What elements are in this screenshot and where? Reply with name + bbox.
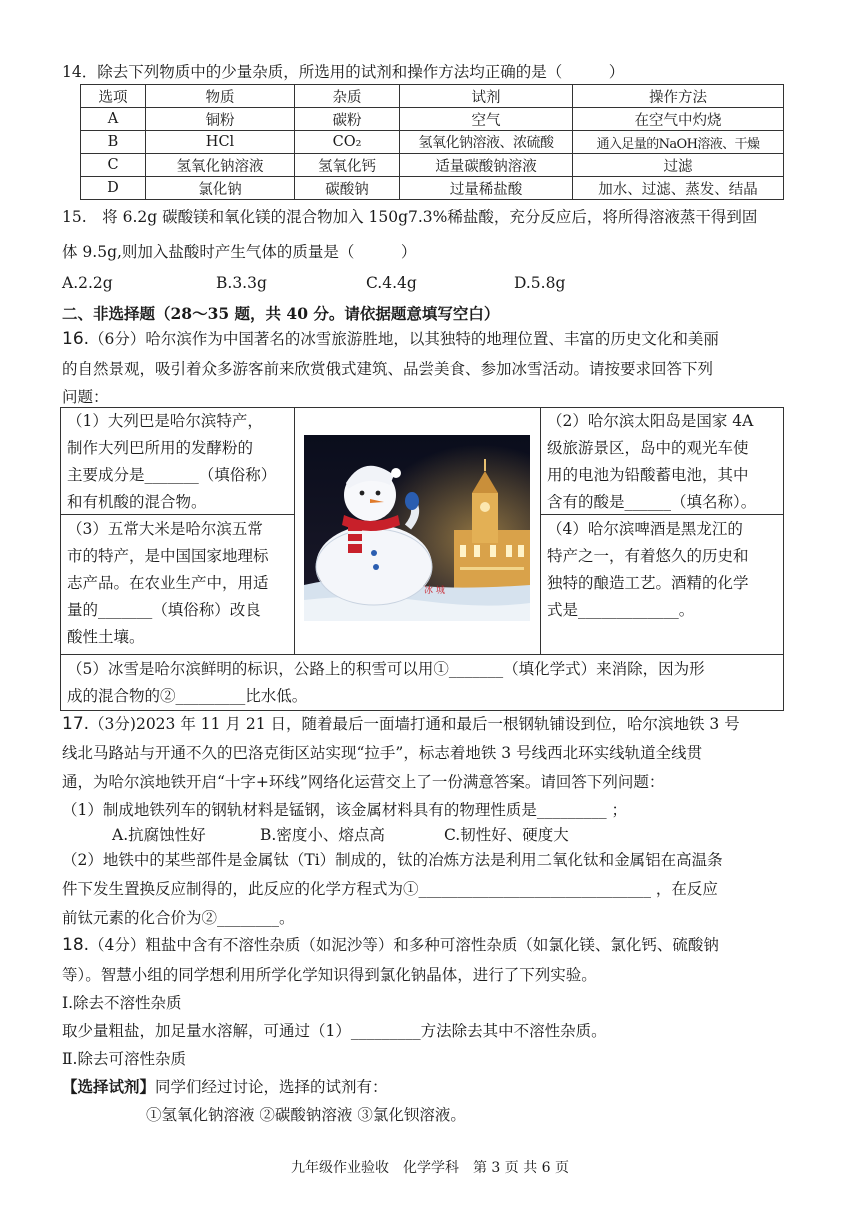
q17-sub2-line2: 件下发生置换反应制得的，此反应的化学方程式为①______________________________ ，在反应 bbox=[62, 880, 718, 898]
q16-line1 bbox=[62, 327, 719, 349]
table-row bbox=[81, 177, 784, 200]
box-line: 独特的酿造工艺。酒精的化学 bbox=[547, 574, 749, 592]
box-line: （3）五常大米是哈尔滨五常 bbox=[67, 520, 263, 538]
q17-sub2-line1: （2）地铁中的某些部件是金属钛（Ti）制成的，钛的冶炼方法是利用二氧化钛和金属铝在高温条 bbox=[62, 851, 723, 869]
table-header: 操作方法 bbox=[573, 85, 784, 108]
q16-line2: 的自然景观，吸引着众多游客前来欣赏俄式建筑、品尝美食、参加冰雪活动。请按要求回答下列 bbox=[62, 360, 714, 378]
q18-select-line bbox=[62, 1075, 388, 1097]
q18-text: （4分）粗盐中含有不溶性杂质（如泥沙等）和多种可溶性杂质（如氯化镁、氯化钙、硫酸钠 bbox=[89, 936, 719, 954]
table-cell: 氢氧化钠溶液 bbox=[146, 154, 295, 177]
q16-number: 16. bbox=[62, 329, 90, 349]
q15-option-a: A.2.2g bbox=[62, 274, 113, 292]
divider bbox=[540, 408, 541, 654]
table-cell: HCl bbox=[146, 131, 295, 154]
q16-line3: 问题： bbox=[62, 388, 109, 406]
select-reagent-label: 【选择试剂】 bbox=[62, 1077, 156, 1096]
box-line: 级旅游景区，岛中的观光车使 bbox=[547, 439, 749, 457]
table-cell: CO₂ bbox=[295, 131, 400, 154]
q17-option-a: A.抗腐蚀性好 bbox=[112, 826, 206, 844]
table-cell: 加水、过滤、蒸发、结晶 bbox=[573, 177, 784, 200]
box-line: 酸性土壤。 bbox=[67, 628, 145, 646]
snowman-photo bbox=[304, 435, 530, 621]
table-cell: B bbox=[81, 131, 146, 154]
section-heading: 二、非选择题（28～35 题，共 40 分。请依据题意填写空白） bbox=[62, 304, 500, 323]
table-cell: 在空气中灼烧 bbox=[573, 108, 784, 131]
table-cell: 空气 bbox=[400, 108, 573, 131]
box-line: （5）冰雪是哈尔滨鲜明的标识，公路上的积雪可以用①_______（填化学式）来消除，因为形 bbox=[67, 660, 705, 678]
q15-option-d: D.5.8g bbox=[514, 274, 566, 292]
q16-box-4 bbox=[547, 516, 783, 624]
table-cell: 适量碳酸钠溶液 bbox=[400, 154, 573, 177]
q16-box-1 bbox=[67, 408, 293, 516]
box-line: 用的电池为铅酸蓄电池，其中 bbox=[547, 466, 749, 484]
q15-line2: 体 9.5g,则加入盐酸时产生气体的质量是（ ） bbox=[62, 243, 417, 261]
q14-stem: 14．除去下列物质中的少量杂质，所选用的试剂和操作方法均正确的是（ ） bbox=[62, 63, 625, 81]
box-line: 主要成分是_______（填俗称） bbox=[67, 466, 277, 484]
table-cell: D bbox=[81, 177, 146, 200]
table-header: 杂质 bbox=[295, 85, 400, 108]
q15-line1: 15. 将 6.2g 碳酸镁和氧化镁的混合物加入 150g7.3%稀盐酸，充分反应后，将所得溶液蒸干得到固 bbox=[62, 208, 758, 226]
table-cell: 碳粉 bbox=[295, 108, 400, 131]
q17-sub1: （1）制成地铁列车的钢轨材料是锰钢，该金属材料具有的物理性质是_________ ； bbox=[62, 801, 628, 819]
table-cell: 过滤 bbox=[573, 154, 784, 177]
table-row bbox=[81, 108, 784, 131]
q18-line1 bbox=[62, 933, 719, 955]
select-reagent-text: 同学们经过讨论，选择的试剂有： bbox=[155, 1078, 388, 1096]
box-line: 市的特产，是中国国家地理标 bbox=[67, 547, 269, 565]
table-header: 物质 bbox=[146, 85, 295, 108]
q17-number: 17. bbox=[62, 714, 90, 734]
box-line: 式是_____________。 bbox=[547, 601, 695, 619]
box-line: 和有机酸的混合物。 bbox=[67, 493, 207, 511]
q18-part1-text: 取少量粗盐，加足量水溶解，可通过（1）_________方法除去其中不溶性杂质。 bbox=[62, 1022, 607, 1040]
q15-option-b: B.3.3g bbox=[216, 274, 267, 292]
q17-line3: 通，为哈尔滨地铁开启“十字+环线”网络化运营交上了一份满意答案。请回答下列问题： bbox=[62, 773, 665, 791]
q16-grid bbox=[60, 407, 784, 711]
q17-option-c: C.韧性好、硬度大 bbox=[444, 826, 569, 844]
table-cell: A bbox=[81, 108, 146, 131]
page-footer: 九年级作业验收 化学学科 第 3 页 共 6 页 bbox=[290, 1160, 570, 1176]
table-cell: C bbox=[81, 154, 146, 177]
q18-line2: 等）。智慧小组的同学想利用所学化学知识得到氯化钠晶体，进行了下列实验。 bbox=[62, 966, 597, 984]
table-header: 试剂 bbox=[400, 85, 573, 108]
table-row bbox=[81, 131, 784, 154]
q18-reagents: ①氢氧化钠溶液 ②碳酸钠溶液 ③氯化钡溶液。 bbox=[146, 1106, 466, 1124]
box-line: （4）哈尔滨啤酒是黑龙江的 bbox=[547, 520, 743, 538]
q17-line1 bbox=[62, 712, 740, 734]
table-cell: 碳酸钠 bbox=[295, 177, 400, 200]
box-line: 志产品。在农业生产中，用适 bbox=[67, 574, 269, 592]
table-cell: 通入足量的NaOH溶液、干燥 bbox=[573, 131, 784, 154]
table-cell: 氢氧化钠溶液、浓硫酸 bbox=[400, 131, 573, 154]
table-row bbox=[81, 154, 784, 177]
q15-option-c: C.4.4g bbox=[366, 274, 417, 292]
q18-part2-title: Ⅱ.除去可溶性杂质 bbox=[62, 1050, 186, 1068]
q18-part1-title: Ⅰ.除去不溶性杂质 bbox=[62, 994, 182, 1012]
q18-number: 18. bbox=[62, 935, 90, 955]
box-line: 含有的酸是______（填名称）。 bbox=[547, 493, 757, 511]
box-line: 成的混合物的②_________比水低。 bbox=[67, 687, 308, 705]
table-cell: 氯化钠 bbox=[146, 177, 295, 200]
table-cell: 铜粉 bbox=[146, 108, 295, 131]
q16-box-5 bbox=[67, 656, 779, 710]
box-line: （1）大列巴是哈尔滨特产， bbox=[67, 412, 263, 430]
photo-sign-text: 冰 城 bbox=[424, 586, 445, 596]
q17-line2: 线北马路站与开通不久的巴洛克街区站实现“拉手”，标志着地铁 3 号线西北环实线轨道全线贯 bbox=[62, 744, 703, 762]
q17-sub2-line3: 前钛元素的化合价为②________。 bbox=[62, 909, 295, 927]
divider bbox=[294, 408, 295, 654]
q17-option-b: B.密度小、熔点高 bbox=[260, 826, 385, 844]
box-line: 量的_______（填俗称）改良 bbox=[67, 601, 261, 619]
table-cell: 过量稀盐酸 bbox=[400, 177, 573, 200]
q16-text: （6分）哈尔滨作为中国著名的冰雪旅游胜地，以其独特的地理位置、丰富的历史文化和美丽 bbox=[89, 330, 719, 348]
q14-table bbox=[80, 84, 784, 200]
q16-box-3 bbox=[67, 516, 293, 651]
box-line: 特产之一，有着悠久的历史和 bbox=[547, 547, 749, 565]
q17-text: （3分)2023 年 11 月 21 日，随着最后一面墙打通和最后一根钢轨铺设到位，哈尔滨地铁 3 号 bbox=[89, 715, 740, 733]
table-cell: 氢氧化钙 bbox=[295, 154, 400, 177]
divider bbox=[61, 654, 783, 655]
table-header: 选项 bbox=[81, 85, 146, 108]
box-line: （2）哈尔滨太阳岛是国家 4A bbox=[547, 412, 754, 430]
q16-box-2 bbox=[547, 408, 783, 516]
box-line: 制作大列巴所用的发酵粉的 bbox=[67, 439, 254, 457]
table-header-row bbox=[81, 85, 784, 108]
